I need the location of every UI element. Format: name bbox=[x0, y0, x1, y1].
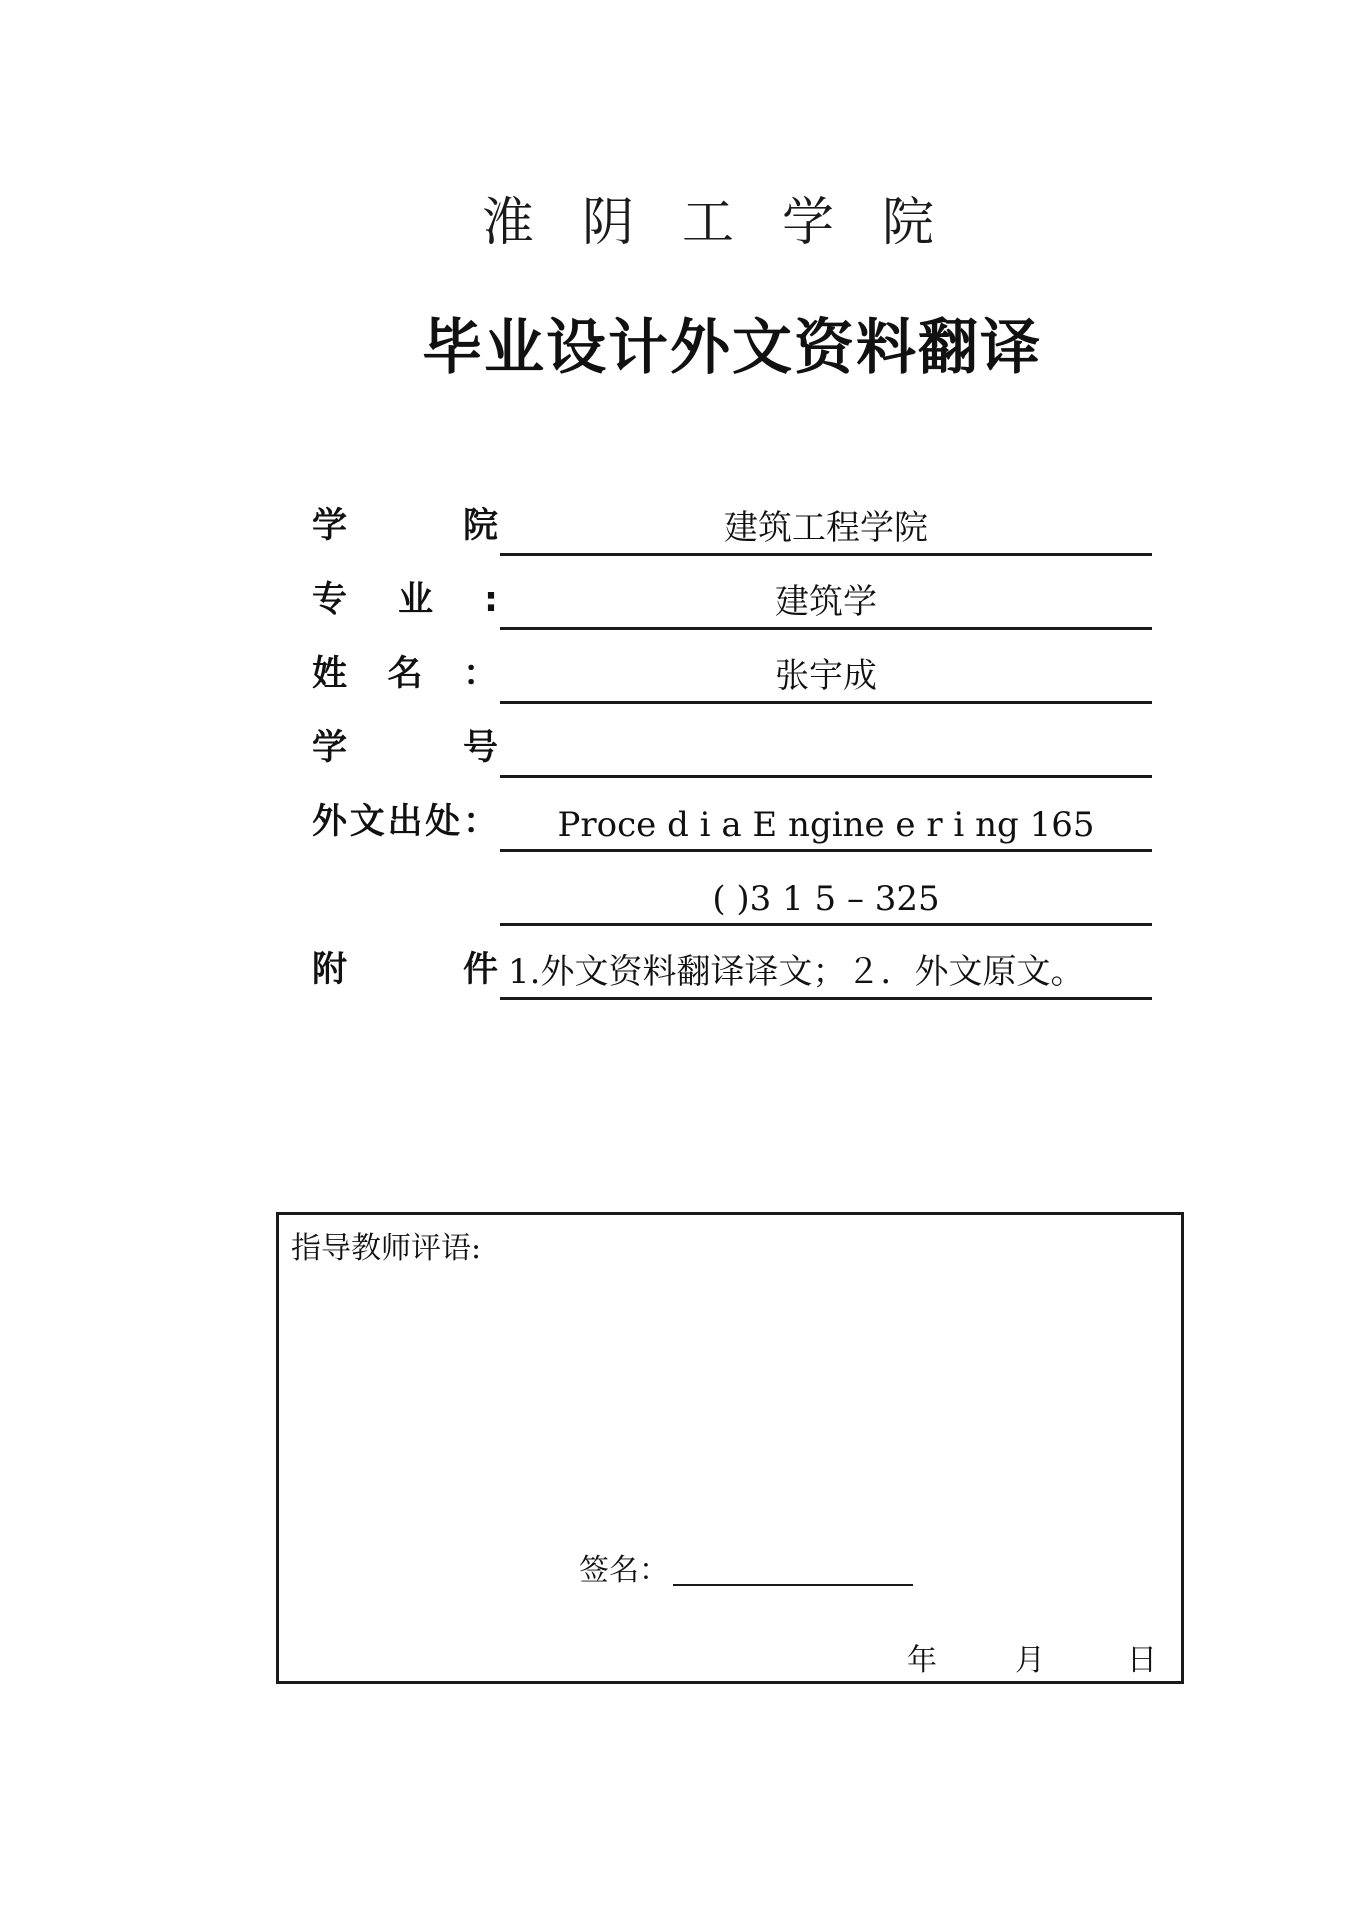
field-value-attachment: 1.外文资料翻译译文；２．外文原文。 bbox=[508, 952, 1085, 992]
field-value-source: Proce d i a E ngine e r i ng 165 bbox=[557, 805, 1095, 845]
field-label-source: 外文出处： bbox=[312, 802, 498, 842]
field-label-student-id: 学号 bbox=[312, 728, 498, 768]
field-underline bbox=[500, 849, 1152, 852]
field-row-major bbox=[312, 574, 1152, 630]
field-row-college bbox=[312, 500, 1152, 556]
advisor-comment-box bbox=[276, 1212, 1184, 1684]
field-row-source bbox=[312, 796, 1152, 852]
date-year-label: 年 bbox=[907, 1643, 937, 1678]
field-value-major: 建筑学 bbox=[775, 582, 877, 622]
school-name: 淮阴工学院 bbox=[481, 193, 982, 253]
field-label-college: 学院 bbox=[312, 506, 498, 546]
field-underline bbox=[500, 627, 1152, 630]
field-value-college: 建筑工程学院 bbox=[724, 508, 928, 548]
field-row-student-id bbox=[312, 722, 1152, 778]
field-underline bbox=[500, 701, 1152, 704]
signature-line bbox=[673, 1584, 913, 1586]
field-label-attachment: 附件 bbox=[312, 950, 498, 990]
field-underline bbox=[500, 923, 1152, 926]
date-month-label: 月 bbox=[1015, 1643, 1045, 1678]
field-row-name bbox=[312, 648, 1152, 704]
date-day-label: 日 bbox=[1127, 1643, 1157, 1678]
field-label-major: 专业: bbox=[312, 580, 498, 620]
advisor-comment-label: 指导教师评语: bbox=[291, 1231, 482, 1266]
signature-label: 签名： bbox=[579, 1553, 669, 1588]
field-underline bbox=[500, 775, 1152, 778]
field-underline bbox=[500, 553, 1152, 556]
field-value-name: 张宇成 bbox=[775, 656, 877, 696]
field-row-source-pages bbox=[312, 870, 1152, 926]
field-value-source-pages: ( )3 1 5 – 325 bbox=[712, 879, 940, 919]
field-row-attachment bbox=[312, 944, 1152, 1000]
document-title: 毕业设计外文资料翻译 bbox=[422, 313, 1042, 383]
field-label-name: 姓名： bbox=[312, 654, 498, 694]
field-underline bbox=[500, 997, 1152, 1000]
